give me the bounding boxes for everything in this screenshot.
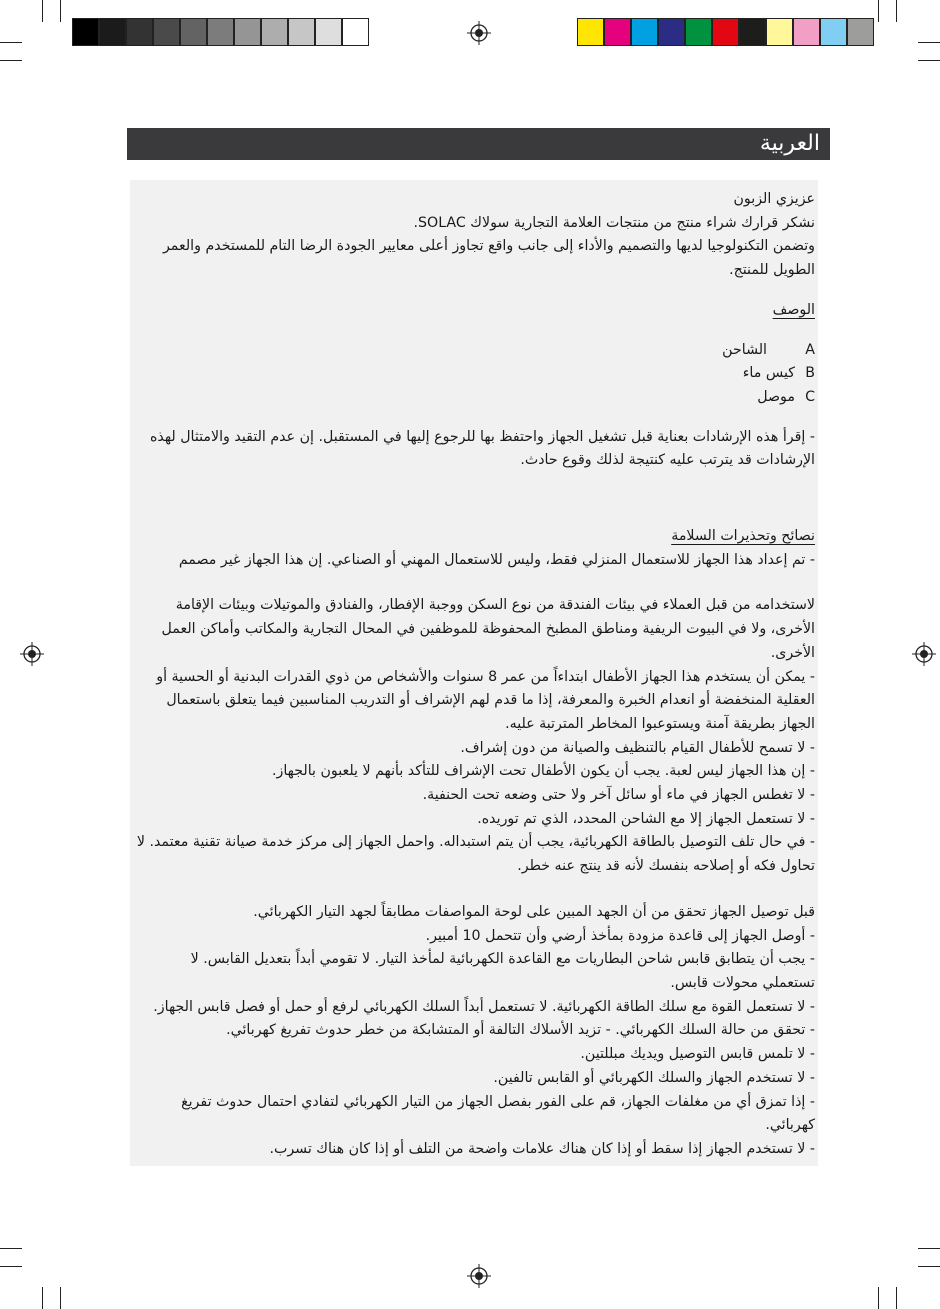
description-item — [136, 362, 815, 386]
gray-swatch-strip — [72, 18, 369, 46]
safety-paragraph: - لا تستخدم الجهاز إذا سقط أو إذا كان هناك علامات واضحة من التلف أو إذا كان هناك تسرب. — [269, 1140, 815, 1157]
crop-mark — [878, 0, 879, 22]
color-swatch-5 — [712, 18, 739, 46]
gray-swatch-10 — [342, 18, 369, 46]
crop-mark — [918, 42, 940, 43]
crop-mark — [896, 0, 897, 22]
description-item-label: موصل — [757, 388, 795, 405]
safety-paragraph: - لا تغطس الجهاز في ماء أو سائل آخر ولا حتى وضعه تحت الحنفية. — [422, 787, 815, 804]
safety-paragraph: - في حال تلف التوصيل بالطاقة الكهربائية، يجب أن يتم استبداله. واحمل الجهاز إلى مركز خدمة صيانة تقنية معتمد. لا تحاول فكه أو إصلاحه بنفسك لأنه قد ينتج عنه خطر. — [136, 834, 815, 875]
color-swatch-6 — [739, 18, 766, 46]
color-swatch-1 — [604, 18, 631, 46]
crop-mark — [896, 1287, 897, 1309]
gray-swatch-0 — [72, 18, 99, 46]
crop-mark — [42, 0, 43, 22]
gray-swatch-6 — [234, 18, 261, 46]
description-item-label: الشاحن — [722, 341, 767, 358]
language-header — [127, 128, 830, 160]
crop-mark — [60, 0, 61, 22]
crop-mark — [918, 60, 940, 61]
description-note: - إقرأ هذه الإرشادات بعناية قبل تشغيل الجهاز واحتفظ بها للرجوع إليها في المستقبل. إن عدم التقيد والامتثال لهذه الإرشادات قد يترتب عليه كنتيجة لذلك وقوع حادث. — [149, 428, 815, 469]
description-item-key: C — [805, 388, 815, 405]
color-swatch-4 — [685, 18, 712, 46]
safety-paragraph: - تحقق من حالة السلك الكهربائي. - تزيد الأسلاك التالفة أو المتشابكة من خطر حدوث تفريغ كهربائي. — [226, 1022, 815, 1039]
color-swatch-10 — [847, 18, 874, 46]
crop-mark — [0, 42, 22, 43]
color-swatch-7 — [766, 18, 793, 46]
color-swatch-9 — [820, 18, 847, 46]
safety-paragraph: - يمكن أن يستخدم هذا الجهاز الأطفال ابتداءاً من عمر 8 سنوات والأشخاص من ذوي القدرات البدنية أو الحسية أو العقلية المنخفضة أو انعدام الخبرة والمعرفة، إذا ما قدم لهم الإشراف أو التدريب المناسبين فيما يتعلق باستعمال الجهاز بطريقة آمنة ويستوعبوا المخاطر المترتبة عليه. — [156, 668, 815, 732]
safety-paragraph: لاستخدامه من قبل العملاء في بيئات الفندقة من نوع السكن ووجبة الإفطار، والفنادق والموتيلات وبيئات الإقامة الأخرى، ولا في البيوت الريفية ومناطق المطبخ المحفوظة للموظفين في المحال التجارية والمكاتب وأماكن العمل الأخرى. — [161, 597, 815, 661]
registration-mark-right-icon — [912, 642, 936, 666]
color-swatch-0 — [577, 18, 604, 46]
crop-mark — [0, 1248, 22, 1249]
description-heading: الوصف — [772, 301, 815, 318]
safety-paragraph: - إذا تمزق أي من مغلفات الجهاز، قم على الفور بفصل الجهاز من التيار الكهربائي لتفادي احتمال حدوث تفريغ كهربائي. — [181, 1093, 815, 1134]
gray-swatch-2 — [126, 18, 153, 46]
description-item — [136, 339, 815, 363]
gray-swatch-3 — [153, 18, 180, 46]
description-item — [136, 386, 815, 410]
crop-mark — [0, 60, 22, 61]
safety-paragraph: - لا تلمس قابس التوصيل ويديك مبللتين. — [580, 1046, 815, 1063]
color-swatch-strip — [577, 18, 874, 46]
crop-mark — [60, 1287, 61, 1309]
registration-mark-left-icon — [20, 642, 44, 666]
safety-paragraph: - لا تسمح للأطفال القيام بالتنظيف والصيانة من دون إشراف. — [460, 739, 815, 756]
crop-mark — [878, 1287, 879, 1309]
intro-greeting: عزيزي الزبون — [733, 191, 815, 207]
safety-paragraph: - أوصل الجهاز إلى قاعدة مزودة بمأخذ أرضي وأن تتحمل 10 أمبير. — [425, 927, 815, 944]
safety-paragraph: قبل توصيل الجهاز تحقق من أن الجهد المبين على لوحة المواصفات مطابقاً لجهد التيار الكهربائي. — [253, 903, 815, 920]
safety-heading: نصائح وتحذيرات السلامة — [671, 528, 815, 545]
crop-mark — [918, 1248, 940, 1249]
gray-swatch-5 — [207, 18, 234, 46]
intro-thanks: نشكر قرارك شراء منتج من منتجات العلامة التجارية سولاك SOLAC. — [413, 214, 815, 231]
safety-paragraph: - لا تستعمل القوة مع سلك الطاقة الكهربائية. لا تستعمل أبداً السلك الكهربائي لرفع أو حمل أو فصل قابس الجهاز. — [153, 998, 815, 1015]
color-swatch-3 — [658, 18, 685, 46]
gray-swatch-1 — [99, 18, 126, 46]
language-title: العربية — [759, 131, 820, 156]
crop-mark — [0, 1266, 22, 1267]
gray-swatch-4 — [180, 18, 207, 46]
description-item-key: A — [805, 341, 815, 358]
registration-mark-top-icon — [467, 21, 491, 45]
crop-mark — [918, 1266, 940, 1267]
manual-content — [130, 180, 818, 1166]
intro-quality: وتضمن التكنولوجيا لديها والتصميم والأداء إلى جانب واقع تجاوز أعلى معايير الجودة الرضا التام للمستخدم والعمر الطويل للمنتج. — [162, 238, 815, 279]
safety-paragraph: - يجب أن يتطابق قابس شاحن البطاريات مع القاعدة الكهربائية لمأخذ التيار. لا تقومي أبداً بتعديل القابس. لا تستعملي محولات قابس. — [190, 951, 815, 991]
safety-paragraph: - إن هذا الجهاز ليس لعبة. يجب أن يكون الأطفال تحت الإشراف للتأكد بأنهم لا يلعبون بالجهاز. — [271, 763, 815, 780]
gray-swatch-7 — [261, 18, 288, 46]
gray-swatch-8 — [288, 18, 315, 46]
color-swatch-2 — [631, 18, 658, 46]
safety-paragraph: - لا تستخدم الجهاز والسلك الكهربائي أو القابس تالفين. — [493, 1069, 815, 1086]
crop-mark — [42, 1287, 43, 1309]
description-item-key: B — [805, 365, 815, 382]
safety-paragraph: - لا تستعمل الجهاز إلا مع الشاحن المحدد، الذي تم توريده. — [477, 810, 815, 827]
color-swatch-8 — [793, 18, 820, 46]
registration-mark-bottom-icon — [467, 1264, 491, 1288]
gray-swatch-9 — [315, 18, 342, 46]
description-item-label: كيس ماء — [742, 365, 795, 382]
safety-lead: - تم إعداد هذا الجهاز للاستعمال المنزلي فقط، وليس للاستعمال المهني أو الصناعي. إن هذا الجهاز غير مصمم — [178, 551, 815, 568]
